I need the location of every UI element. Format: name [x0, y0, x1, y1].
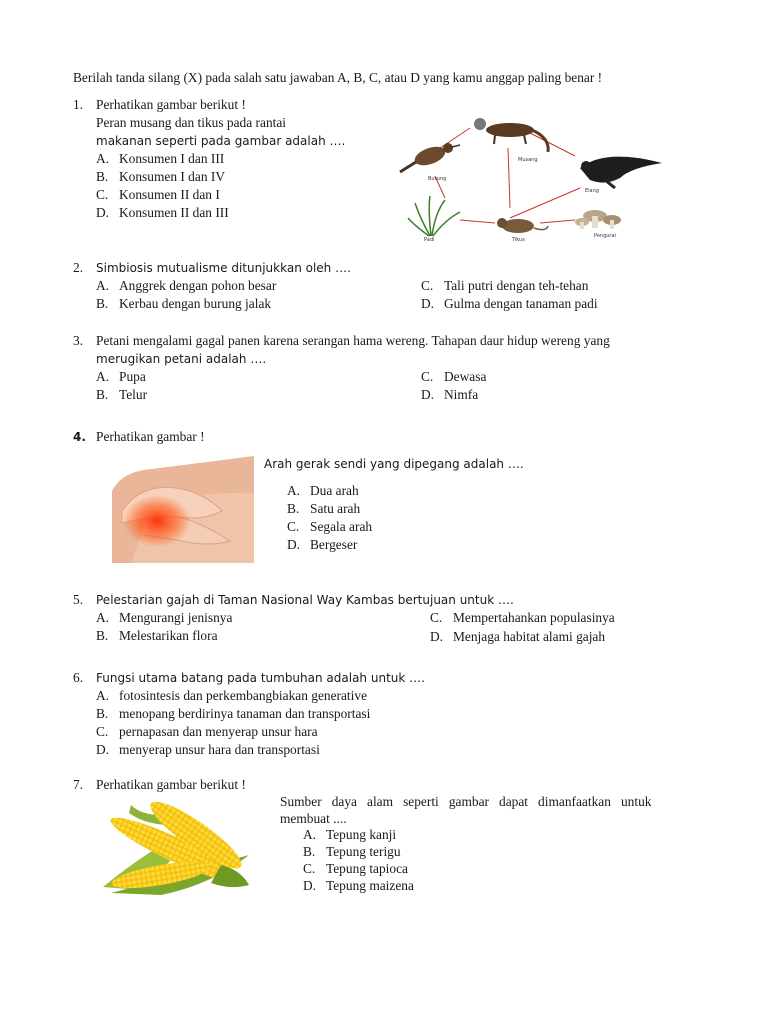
option-letter: A.: [96, 278, 110, 293]
question-stem: Arah gerak sendi yang dipegang adalah ….: [264, 457, 524, 471]
option-d[interactable]: Konsumen II dan III: [119, 205, 229, 220]
option-letter: A.: [287, 483, 301, 498]
question-number: 3.: [73, 333, 84, 348]
option-c[interactable]: Segala arah: [310, 519, 373, 534]
option-letter: A.: [96, 688, 110, 703]
option-d[interactable]: Menjaga habitat alami gajah: [453, 629, 606, 644]
option-d[interactable]: Tepung maizena: [326, 878, 414, 893]
bird-icon: [400, 143, 460, 172]
question-stem: Perhatikan gambar !: [96, 429, 205, 444]
label-pengurai: Pengurai: [594, 233, 616, 239]
option-b[interactable]: Telur: [119, 387, 148, 402]
question-number: 7.: [73, 777, 84, 792]
rat-icon: [497, 218, 548, 233]
option-letter: C.: [430, 610, 443, 625]
option-d[interactable]: Gulma dengan tanaman padi: [444, 296, 598, 311]
option-letter: B.: [96, 387, 109, 402]
option-a[interactable]: Dua arah: [310, 483, 359, 498]
option-letter: D.: [96, 742, 110, 757]
question-number: 1.: [73, 97, 84, 112]
question-stem: Pelestarian gajah di Taman Nasional Way Kambas bertujuan untuk ….: [96, 593, 514, 607]
option-letter: D.: [421, 387, 435, 402]
option-letter: B.: [96, 169, 109, 184]
question-stem: Petani mengalami gagal panen karena serangan hama wereng. Tahapan daur hidup wereng yang: [96, 333, 610, 348]
knee-image: [112, 451, 254, 563]
label-padi: Padi: [424, 237, 435, 243]
label-burung: Burung: [428, 176, 447, 182]
option-b[interactable]: Konsumen I dan IV: [119, 169, 225, 184]
option-a[interactable]: Pupa: [119, 369, 146, 384]
option-letter: A.: [96, 610, 110, 625]
option-letter: D.: [303, 878, 317, 893]
option-letter: A.: [96, 369, 110, 384]
question-stem: Simbiosis mutualisme ditunjukkan oleh ….: [96, 261, 351, 275]
option-d[interactable]: Bergeser: [310, 537, 358, 552]
option-a[interactable]: Mengurangi jenisnya: [119, 610, 233, 625]
option-c[interactable]: pernapasan dan menyerap unsur hara: [119, 724, 318, 739]
option-letter: B.: [287, 501, 300, 516]
option-letter: D.: [421, 296, 435, 311]
question-stem: Sumber daya alam seperti gambar dapat dimanfaatkan untuk: [280, 794, 652, 809]
option-b[interactable]: Satu arah: [310, 501, 361, 516]
question-stem: makanan seperti pada gambar adalah ….: [96, 134, 346, 148]
civet-icon: [474, 118, 548, 152]
question-stem: Fungsi utama batang pada tumbuhan adalah untuk ….: [96, 671, 425, 685]
option-letter: D.: [96, 205, 110, 220]
option-letter: C.: [303, 861, 316, 876]
question-number: 2.: [73, 260, 84, 275]
option-c[interactable]: Tali putri dengan teh-tehan: [444, 278, 589, 293]
option-a[interactable]: Tepung kanji: [326, 827, 397, 842]
option-letter: B.: [303, 844, 316, 859]
option-letter: B.: [96, 628, 109, 643]
option-a[interactable]: fotosintesis dan perkembangbiakan generative: [119, 688, 368, 703]
question-stem: Perhatikan gambar berikut !: [96, 777, 246, 792]
label-tikus: Tikus: [512, 237, 525, 243]
option-b[interactable]: menopang berdirinya tanaman dan transportasi: [119, 706, 371, 721]
rice-plant-icon: [408, 196, 460, 236]
option-letter: C.: [96, 187, 109, 202]
option-letter: B.: [96, 296, 109, 311]
option-a[interactable]: Anggrek dengan pohon besar: [119, 278, 277, 293]
option-letter: C.: [287, 519, 300, 534]
label-musang: Musang: [518, 157, 538, 163]
option-c[interactable]: Konsumen II dan I: [119, 187, 220, 202]
option-letter: C.: [421, 369, 434, 384]
question-stem: Perhatikan gambar berikut !: [96, 97, 246, 112]
option-d[interactable]: menyerap unsur hara dan transportasi: [119, 742, 320, 757]
option-b[interactable]: Kerbau dengan burung jalak: [119, 296, 272, 311]
option-letter: C.: [421, 278, 434, 293]
food-web-image: [390, 108, 665, 244]
option-letter: C.: [96, 724, 109, 739]
question-stem: Peran musang dan tikus pada rantai: [96, 115, 287, 130]
question-number: 5.: [73, 592, 84, 607]
option-c[interactable]: Mempertahankan populasinya: [453, 610, 615, 625]
label-elang: Elang: [585, 188, 599, 194]
option-c[interactable]: Dewasa: [444, 369, 487, 384]
question-stem: membuat ....: [280, 811, 347, 826]
option-letter: A.: [96, 151, 110, 166]
instruction-text: Berilah tanda silang (X) pada salah satu jawaban A, B, C, atau D yang kamu anggap paling benar !: [73, 70, 603, 85]
eagle-icon: [580, 157, 662, 188]
option-d[interactable]: Nimfa: [444, 387, 479, 402]
mushroom-icon: [575, 210, 621, 229]
question-number: 6.: [73, 670, 84, 685]
question-number: 4.: [73, 430, 86, 444]
option-c[interactable]: Tepung tapioca: [326, 861, 408, 876]
option-letter: D.: [287, 537, 301, 552]
corn-image: [101, 795, 251, 895]
option-b[interactable]: Melestarikan flora: [119, 628, 218, 643]
question-stem: merugikan petani adalah ….: [96, 352, 267, 366]
option-a[interactable]: Konsumen I dan III: [119, 151, 225, 166]
option-letter: D.: [430, 629, 444, 644]
option-letter: B.: [96, 706, 109, 721]
option-letter: A.: [303, 827, 317, 842]
option-b[interactable]: Tepung terigu: [326, 844, 401, 859]
